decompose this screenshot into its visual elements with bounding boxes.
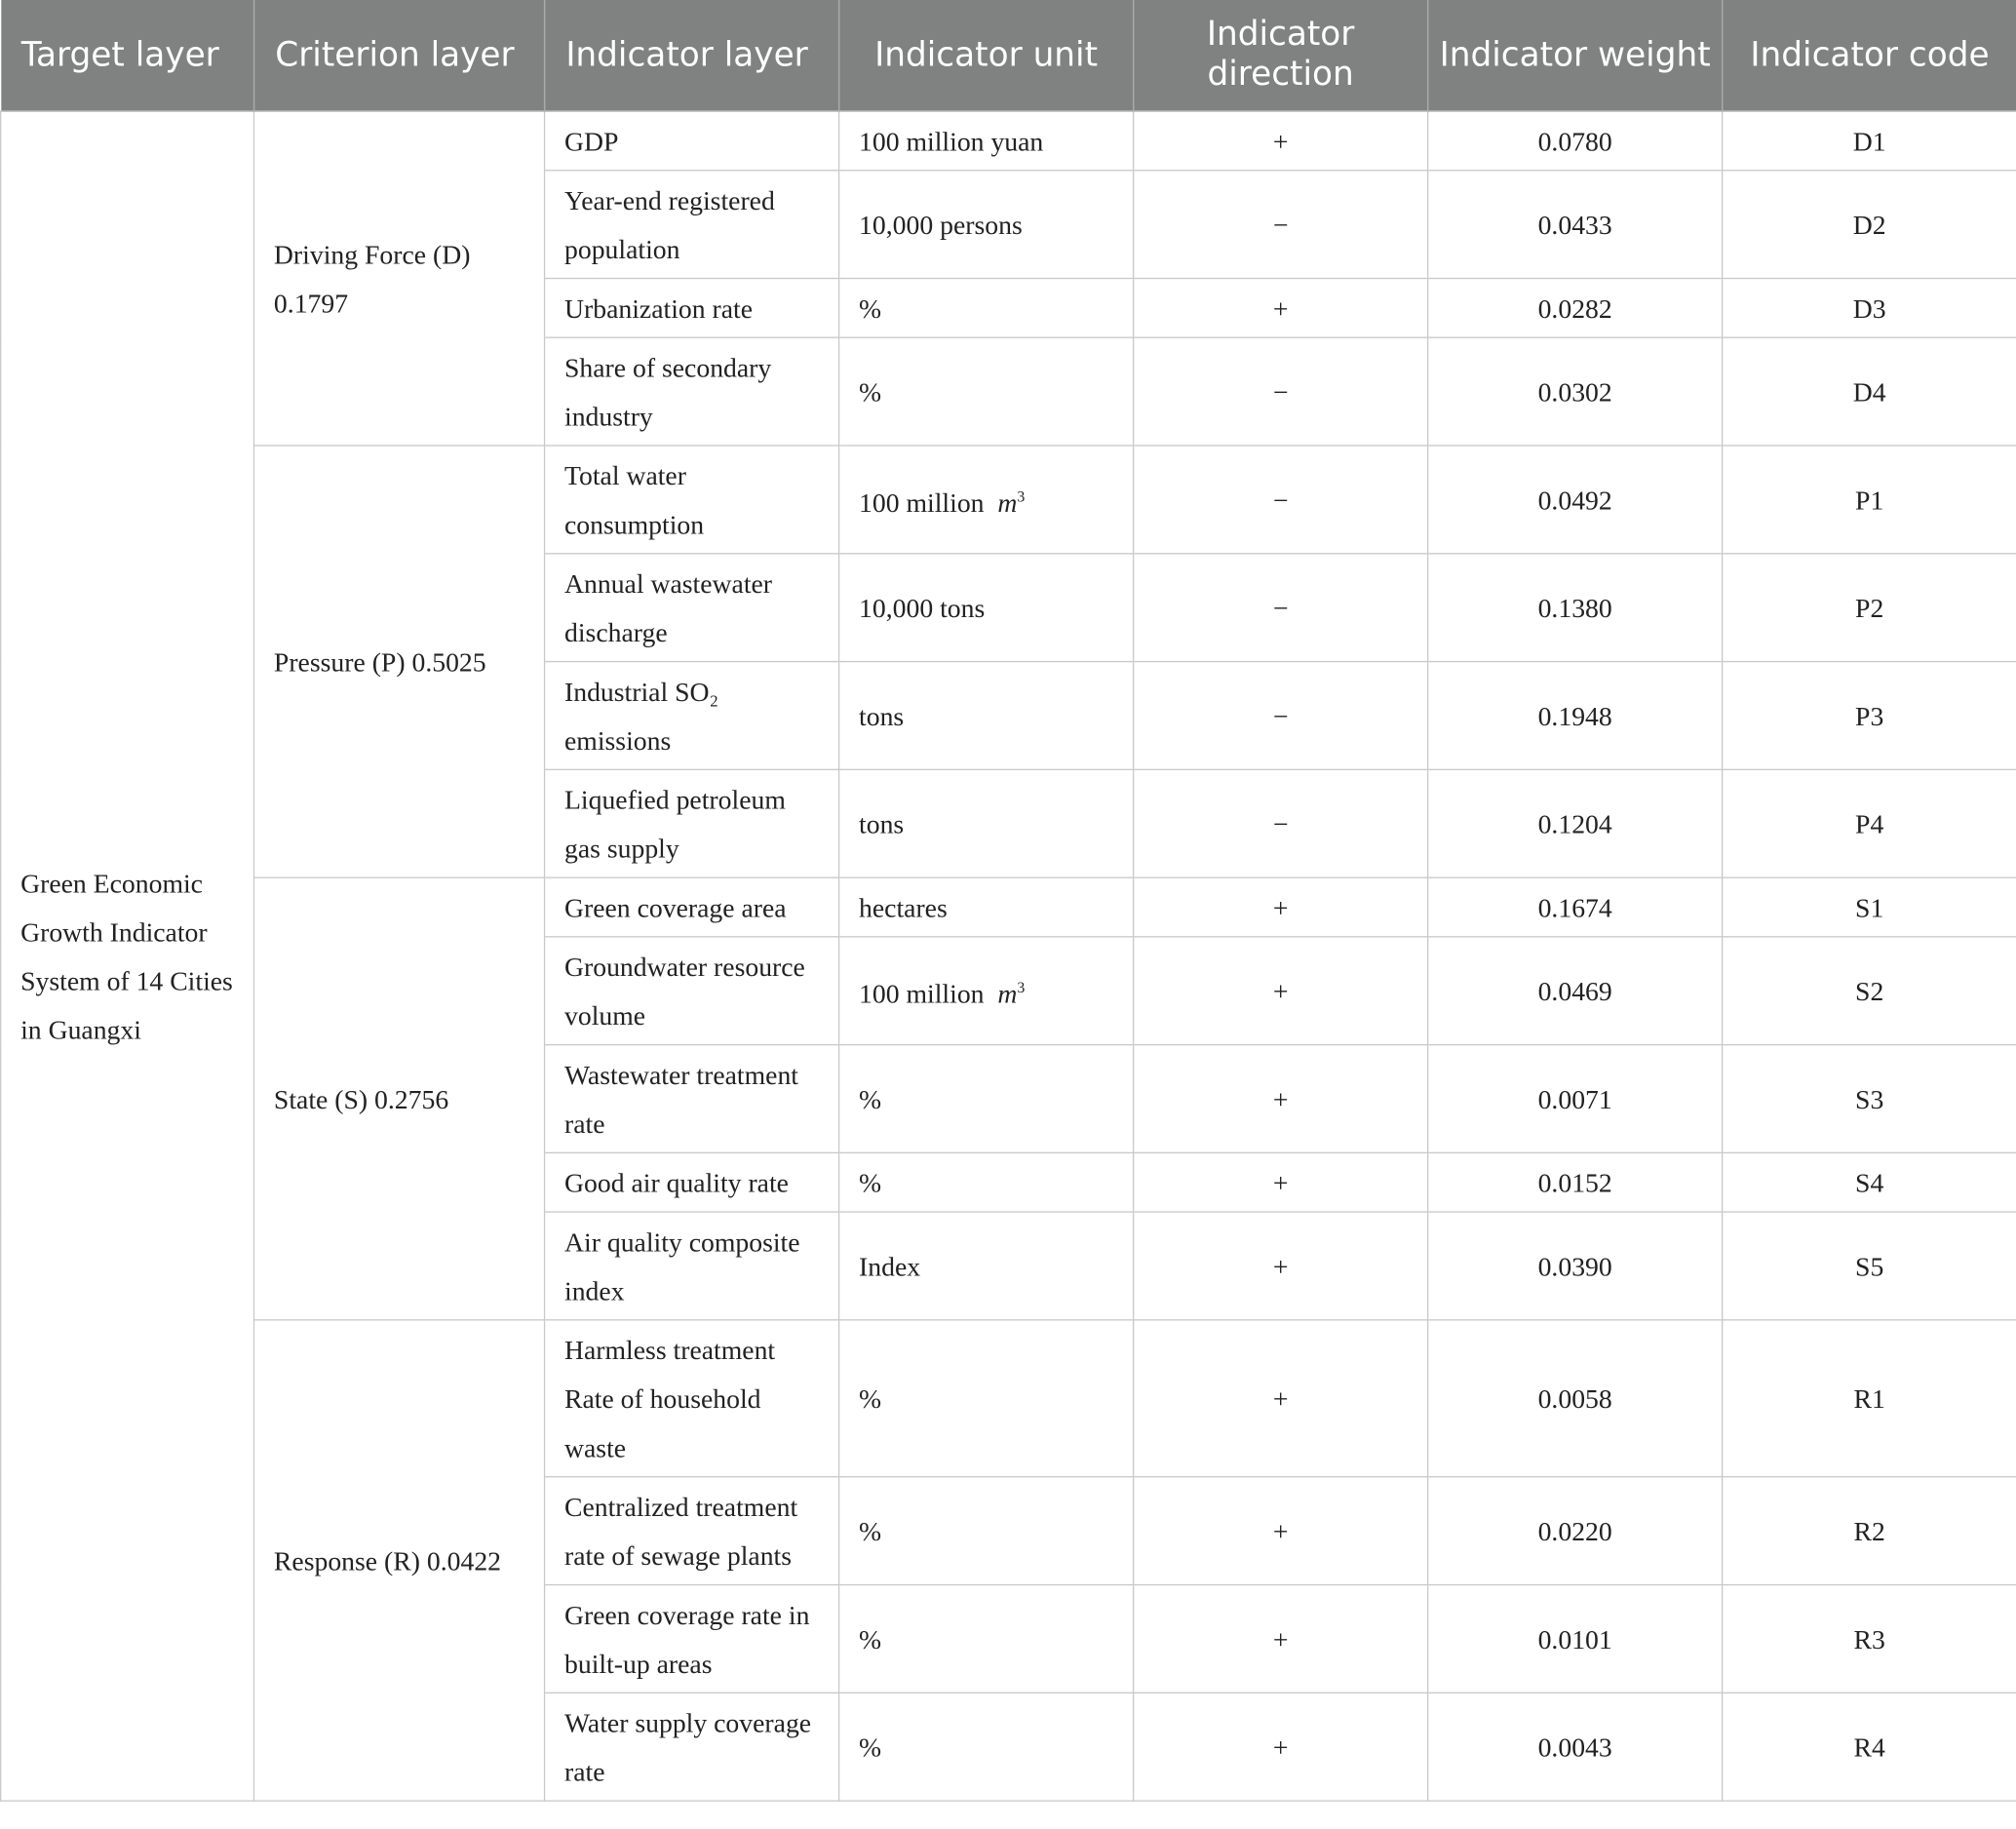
unit-superscript: 3 xyxy=(1017,486,1026,506)
direction-cell: + xyxy=(1134,937,1428,1045)
indicator-cell: Annual wastewater discharge xyxy=(545,554,839,662)
direction-cell: − xyxy=(1134,554,1428,662)
weight-cell: 0.1674 xyxy=(1428,877,1723,937)
indicator-cell: Industrial SO₂ emissions xyxy=(545,662,839,770)
code-cell: P2 xyxy=(1723,554,2016,662)
unit-cell: % xyxy=(839,1152,1134,1212)
direction-cell: − xyxy=(1134,662,1428,770)
unit-cell: % xyxy=(839,1477,1134,1585)
indicator-cell: Harmless treatment Rate of household waste xyxy=(545,1320,839,1477)
criterion-cell: Pressure (P) 0.5025 xyxy=(253,446,544,877)
unit-cell: 100 million yuan xyxy=(839,111,1134,171)
criterion-cell: Driving Force (D) 0.1797 xyxy=(253,111,544,446)
unit-cell: % xyxy=(839,1045,1134,1153)
unit-cell: tons xyxy=(839,769,1134,877)
indicator-cell: Green coverage rate in built-up areas xyxy=(545,1585,839,1693)
table-row xyxy=(1,1320,2016,1477)
weight-cell: 0.0043 xyxy=(1428,1693,1723,1801)
code-cell: P4 xyxy=(1723,769,2016,877)
code-cell: R3 xyxy=(1723,1585,2016,1693)
unit-cell: 10,000 persons xyxy=(839,171,1134,279)
code-cell: D3 xyxy=(1723,279,2016,338)
code-cell: P1 xyxy=(1723,446,2016,554)
weight-cell: 0.0071 xyxy=(1428,1045,1723,1153)
code-cell: D1 xyxy=(1723,111,2016,171)
unit-cell: hectares xyxy=(839,877,1134,937)
header-code: Indicator code xyxy=(1723,0,2016,111)
header-row xyxy=(1,0,2016,111)
unit-cell: 10,000 tons xyxy=(839,554,1134,662)
direction-cell: + xyxy=(1134,1477,1428,1585)
unit-cell: % xyxy=(839,1693,1134,1801)
direction-cell: + xyxy=(1134,279,1428,338)
code-cell: P3 xyxy=(1723,662,2016,770)
weight-cell: 0.0152 xyxy=(1428,1152,1723,1212)
header-weight: Indicator weight xyxy=(1428,0,1723,111)
indicator-cell: Year-end registered population xyxy=(545,171,839,279)
indicator-cell: Water supply coverage rate xyxy=(545,1693,839,1801)
code-cell: S4 xyxy=(1723,1152,2016,1212)
unit-variable: m xyxy=(997,486,1018,519)
unit-cell: % xyxy=(839,337,1134,446)
weight-cell: 0.0282 xyxy=(1428,279,1723,338)
weight-cell: 0.0433 xyxy=(1428,171,1723,279)
indicator-cell: Urbanization rate xyxy=(545,279,839,338)
code-cell: R2 xyxy=(1723,1477,2016,1585)
unit-cell: % xyxy=(839,1585,1134,1693)
indicator-cell: Air quality composite index xyxy=(545,1212,839,1320)
direction-cell: + xyxy=(1134,1212,1428,1320)
unit-cell: % xyxy=(839,1320,1134,1477)
indicator-cell: Groundwater resource volume xyxy=(545,937,839,1045)
code-cell: S3 xyxy=(1723,1045,2016,1153)
table-row xyxy=(1,111,2016,171)
weight-cell: 0.0220 xyxy=(1428,1477,1723,1585)
table-row xyxy=(1,877,2016,937)
criterion-cell: State (S) 0.2756 xyxy=(253,877,544,1320)
criterion-cell: Response (R) 0.0422 xyxy=(253,1320,544,1801)
direction-cell: + xyxy=(1134,111,1428,171)
weight-cell: 0.0302 xyxy=(1428,337,1723,446)
weight-cell: 0.1948 xyxy=(1428,662,1723,770)
unit-superscript: 3 xyxy=(1017,978,1026,997)
unit-text: 100 million xyxy=(859,978,985,1010)
indicator-cell: Centralized treatment rate of sewage plants xyxy=(545,1477,839,1585)
code-cell: R4 xyxy=(1723,1693,2016,1801)
direction-cell: − xyxy=(1134,171,1428,279)
unit-cell xyxy=(839,937,1134,1045)
table-row xyxy=(1,446,2016,554)
indicator-cell: GDP xyxy=(545,111,839,171)
direction-cell: + xyxy=(1134,877,1428,937)
direction-cell: − xyxy=(1134,337,1428,446)
direction-cell: − xyxy=(1134,769,1428,877)
direction-cell: + xyxy=(1134,1585,1428,1693)
indicator-cell: Green coverage area xyxy=(545,877,839,937)
weight-cell: 0.0469 xyxy=(1428,937,1723,1045)
indicator-cell: Share of secondary industry xyxy=(545,337,839,446)
weight-cell: 0.0780 xyxy=(1428,111,1723,171)
direction-cell: + xyxy=(1134,1045,1428,1153)
indicator-cell: Good air quality rate xyxy=(545,1152,839,1212)
header-target: Target layer xyxy=(1,0,254,111)
direction-cell: − xyxy=(1134,446,1428,554)
indicator-cell: Total water consumption xyxy=(545,446,839,554)
unit-cell: tons xyxy=(839,662,1134,770)
weight-cell: 0.1204 xyxy=(1428,769,1723,877)
unit-variable: m xyxy=(997,978,1018,1010)
indicator-cell: Wastewater treatment rate xyxy=(545,1045,839,1153)
unit-cell: Index xyxy=(839,1212,1134,1320)
header-indicator: Indicator layer xyxy=(545,0,839,111)
unit-text: 100 million xyxy=(859,486,985,519)
weight-cell: 0.0058 xyxy=(1428,1320,1723,1477)
header-direction: Indicator direction xyxy=(1134,0,1428,111)
weight-cell: 0.1380 xyxy=(1428,554,1723,662)
weight-cell: 0.0492 xyxy=(1428,446,1723,554)
code-cell: S5 xyxy=(1723,1212,2016,1320)
direction-cell: + xyxy=(1134,1152,1428,1212)
header-unit: Indicator unit xyxy=(839,0,1134,111)
header-criterion: Criterion layer xyxy=(253,0,544,111)
unit-cell: % xyxy=(839,279,1134,338)
direction-cell: + xyxy=(1134,1320,1428,1477)
code-cell: R1 xyxy=(1723,1320,2016,1477)
target-layer-cell: Green Economic Growth Indicator System of 14 Cities in Guangxi xyxy=(1,111,254,1801)
code-cell: D4 xyxy=(1723,337,2016,446)
weight-cell: 0.0101 xyxy=(1428,1585,1723,1693)
unit-cell xyxy=(839,446,1134,554)
weight-cell: 0.0390 xyxy=(1428,1212,1723,1320)
direction-cell: + xyxy=(1134,1693,1428,1801)
code-cell: S1 xyxy=(1723,877,2016,937)
code-cell: S2 xyxy=(1723,937,2016,1045)
indicator-cell: Liquefied petroleum gas supply xyxy=(545,769,839,877)
code-cell: D2 xyxy=(1723,171,2016,279)
